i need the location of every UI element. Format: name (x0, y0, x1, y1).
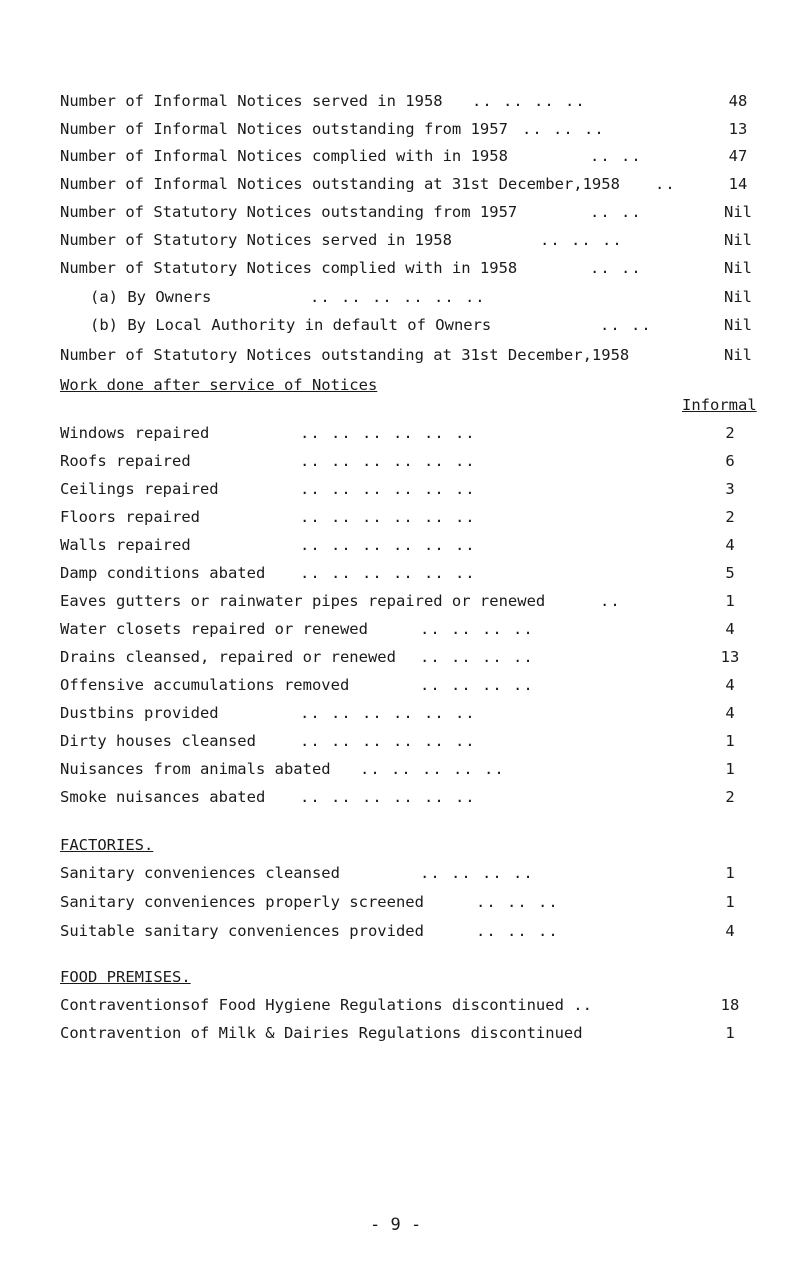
work-heading: Work done after service of Notices (60, 376, 378, 394)
leader-dots: .. .. .. (522, 120, 605, 138)
notice-label: Number of Statutory Notices outstanding at 31st December,1958 (60, 346, 630, 364)
notice-label: Number of Statutory Notices outstanding from 1957 (60, 203, 518, 221)
notice-value: 47 (728, 147, 748, 165)
work-value: 4 (725, 704, 735, 722)
work-row (0, 760, 800, 784)
notice-value: Nil (724, 316, 752, 334)
notice-label: Number of Statutory Notices complied with in 1958 (60, 259, 518, 277)
work-value: 6 (725, 452, 735, 470)
food-heading: FOOD PREMISES. (60, 968, 191, 986)
leader-dots: .. .. .. (476, 893, 559, 911)
leader-dots: .. .. .. .. .. .. (300, 704, 476, 722)
work-row (0, 732, 800, 756)
work-label: Windows repaired (60, 424, 210, 442)
notice-value: 14 (728, 175, 748, 193)
notice-row (0, 231, 800, 255)
food-value: 18 (720, 996, 740, 1014)
work-label: Nuisances from animals abated (60, 760, 331, 778)
factories-row (0, 893, 800, 917)
work-value: 2 (725, 424, 735, 442)
notice-row (0, 316, 800, 340)
food-value: 1 (725, 1024, 735, 1042)
work-row (0, 424, 800, 448)
factories-row (0, 922, 800, 946)
food-row (0, 1024, 800, 1048)
food-label: Contraventionsof Food Hygiene Regulations discontinued .. (60, 996, 592, 1014)
leader-dots: .. .. (590, 203, 642, 221)
leader-dots: .. .. .. .. (420, 648, 534, 666)
leader-dots: .. .. .. (540, 231, 623, 249)
notice-row (0, 92, 800, 116)
notice-value: 48 (728, 92, 748, 110)
factories-label: Sanitary conveniences cleansed (60, 864, 340, 882)
notice-value: 13 (728, 120, 748, 138)
work-label: Dustbins provided (60, 704, 219, 722)
leader-dots: .. .. .. .. .. (360, 760, 505, 778)
notice-label: (a) By Owners (90, 288, 212, 306)
leader-dots: .. .. .. .. (420, 676, 534, 694)
work-row (0, 452, 800, 476)
notice-label: Number of Statutory Notices served in 1958 (60, 231, 452, 249)
work-label: Eaves gutters or rainwater pipes repaired or renewed (60, 592, 546, 610)
leader-dots: .. .. .. .. .. .. (300, 564, 476, 582)
work-value: 4 (725, 536, 735, 554)
leader-dots: .. .. .. .. .. .. (300, 424, 476, 442)
notice-label: Number of Informal Notices complied with in 1958 (60, 147, 508, 165)
notice-row (0, 259, 800, 283)
notice-row (0, 147, 800, 171)
leader-dots: .. .. .. .. .. .. (300, 536, 476, 554)
factories-row (0, 864, 800, 888)
work-label: Dirty houses cleansed (60, 732, 256, 750)
leader-dots: .. .. (590, 259, 642, 277)
work-row (0, 508, 800, 532)
food-row (0, 996, 800, 1020)
work-value: 4 (725, 620, 735, 638)
notice-label: Number of Informal Notices served in 1958 (60, 92, 443, 110)
leader-dots: .. .. (590, 147, 642, 165)
notice-row (0, 175, 800, 199)
work-label: Smoke nuisances abated (60, 788, 266, 806)
work-row (0, 676, 800, 700)
work-value: 2 (725, 508, 735, 526)
work-value: 3 (725, 480, 735, 498)
work-label: Floors repaired (60, 508, 200, 526)
work-value: 1 (725, 732, 735, 750)
notice-value: Nil (724, 259, 752, 277)
leader-dots: .. .. .. .. .. .. (310, 288, 486, 306)
factories-label: Suitable sanitary conveniences provided (60, 922, 424, 940)
leader-dots: .. .. .. .. .. .. (300, 508, 476, 526)
leader-dots: .. .. .. .. .. .. (300, 788, 476, 806)
leader-dots: .. .. .. .. .. .. (300, 732, 476, 750)
work-value: 1 (725, 760, 735, 778)
work-row (0, 536, 800, 560)
leader-dots: .. .. .. .. (420, 620, 534, 638)
factories-value: 1 (725, 864, 735, 882)
factories-value: 1 (725, 893, 735, 911)
work-row (0, 620, 800, 644)
notice-row (0, 288, 800, 312)
notice-row (0, 203, 800, 227)
notice-label: Number of Informal Notices outstanding from 1957 (60, 120, 508, 138)
leader-dots: .. .. (600, 316, 652, 334)
leader-dots: .. .. .. .. (420, 864, 534, 882)
leader-dots: .. .. .. .. .. .. (300, 452, 476, 470)
work-value: 5 (725, 564, 735, 582)
notice-row (0, 346, 800, 370)
notice-label: (b) By Local Authority in default of Owners (90, 316, 492, 334)
leader-dots: .. .. .. .. .. .. (300, 480, 476, 498)
work-row (0, 564, 800, 588)
factories-heading: FACTORIES. (60, 836, 154, 854)
informal-heading: Informal (682, 396, 757, 414)
work-label: Walls repaired (60, 536, 191, 554)
notice-row (0, 120, 800, 144)
work-label: Offensive accumulations removed (60, 676, 350, 694)
work-row (0, 480, 800, 504)
work-value: 13 (720, 648, 740, 666)
work-label: Roofs repaired (60, 452, 191, 470)
work-value: 4 (725, 676, 735, 694)
work-value: 1 (725, 592, 735, 610)
food-label: Contravention of Milk & Dairies Regulations discontinued (60, 1024, 583, 1042)
notice-value: Nil (724, 346, 752, 364)
work-value: 2 (725, 788, 735, 806)
notice-value: Nil (724, 231, 752, 249)
notice-value: Nil (724, 288, 752, 306)
factories-value: 4 (725, 922, 735, 940)
work-label: Water closets repaired or renewed (60, 620, 368, 638)
work-row (0, 648, 800, 672)
leader-dots: .. (655, 175, 676, 193)
leader-dots: .. .. .. .. (472, 92, 586, 110)
notice-label: Number of Informal Notices outstanding at 31st December,1958 (60, 175, 620, 193)
work-row (0, 704, 800, 728)
page-number: - 9 - (370, 1215, 422, 1235)
notice-value: Nil (724, 203, 752, 221)
work-row (0, 788, 800, 812)
work-row (0, 592, 800, 616)
work-label: Damp conditions abated (60, 564, 266, 582)
factories-label: Sanitary conveniences properly screened (60, 893, 424, 911)
work-label: Ceilings repaired (60, 480, 219, 498)
leader-dots: .. .. .. (476, 922, 559, 940)
work-label: Drains cleansed, repaired or renewed (60, 648, 396, 666)
leader-dots: .. (600, 592, 621, 610)
